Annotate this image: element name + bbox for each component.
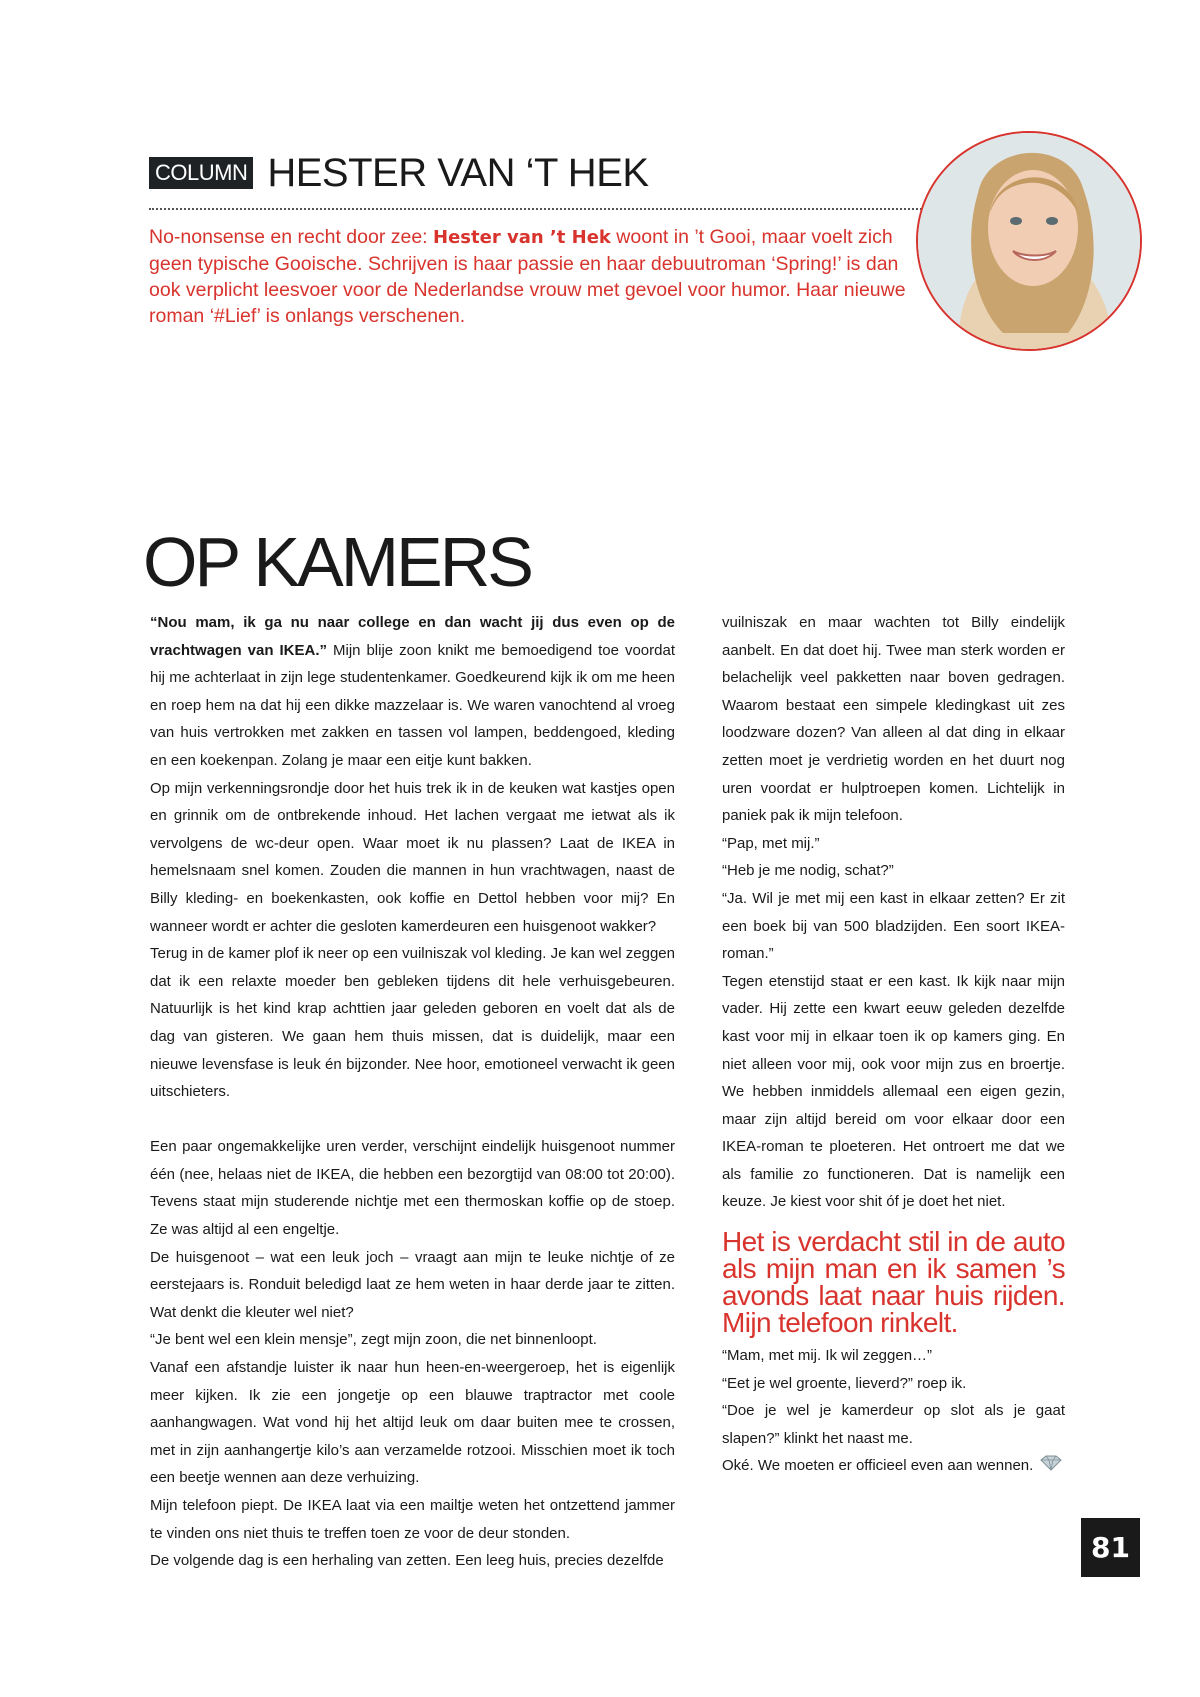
paragraph: De huisgenoot – wat een leuk joch – vraagt aan mijn te leuke nichtje of ze eerstejaars is. Ronduit beledigd laat ze hem weten in haar derde jaar te zitten. Wat denkt die kleuter wel niet? xyxy=(150,1248,675,1321)
author-portrait xyxy=(916,131,1142,351)
closing-line xyxy=(722,1452,1065,1480)
paragraph: Op mijn verkenningsrondje door het huis trek ik in de keuken wat kastjes open en grinnik om de ontbrekende inhoud. Het lachen vergaat me ietwat als ik vervolgens de wc-deur open. Waar moet ik nu plassen? Laat de IKEA in hemelsnaam snel komen. Zouden die mannen in hun vrachtwagen, naast de Billy kleding- en boekenkasten, ook koffie en Dettol hebben voor mij? En wanneer wordt er achter die gesloten kamerdeuren een huisgenoot wakker? xyxy=(150,779,675,935)
author-name: HESTER VAN ‘T HEK xyxy=(267,151,649,195)
article-column-2 xyxy=(722,609,1065,1480)
bio-author-name: Hester van ’t Hek xyxy=(433,227,611,248)
pull-quote: Het is verdacht stil in de auto als mijn man en ik samen ’s avonds laat naar huis rijden. Mijn telefoon rinkelt. xyxy=(722,1226,1065,1339)
paragraph xyxy=(150,609,675,775)
dialogue-line: “Eet je wel groente, lieverd?” roep ik. xyxy=(722,1374,967,1392)
article-title: OP KAMERS xyxy=(143,523,531,601)
article-column-1 xyxy=(150,609,675,1575)
author-bio xyxy=(149,224,909,329)
bio-text: woont in ’t Gooi, maar voelt zich geen typische Gooische. Schrijven is haar passie en haar debuutroman ‘Spring!’ is dan ook verplicht leesvoer voor de Nederlandse vrouw met gevoel voor humor. Haar nieuwe roman ‘#Lief’ is onlangs verschenen. xyxy=(149,226,906,327)
diamond-icon xyxy=(1039,1453,1063,1481)
paragraph: “Je bent wel een klein mensje”, zegt mijn zoon, die net binnenloopt. xyxy=(150,1331,597,1349)
dialogue-line: “Mam, met mij. Ik wil zeggen…” xyxy=(722,1347,933,1365)
header-row xyxy=(149,150,919,196)
portrait-illustration xyxy=(918,133,1140,349)
dialogue-line: “Doe je wel je kamerdeur op slot als je gaat slapen?” klinkt het naast me. xyxy=(722,1402,1065,1447)
paragraph: vuilniszak en maar wachten tot Billy eindelijk aanbelt. En dat doet hij. Twee man sterk worden er belachelijk veel pakketten naar boven gedragen. Waarom bestaat een simpele kledingkast uit zes loodzware dozen? Van alleen al dat ding in elkaar zetten moet je verdrietig worden en het duurt nog uren voordat er hulptroepen komen. Lichtelijk in paniek pak ik mijn telefoon. xyxy=(722,614,1065,825)
intro-text: Mijn blije zoon knikt me bemoedigend toe voordat hij me achterlaat in zijn lege studentenkamer. Goedkeurend kijk ik om me heen en roep hem na dat hij een dikke mazzelaar is. We waren vanochtend al vroeg van huis vertrokken met zakken en tassen vol lampen, beddengoed, kleding en een koekenpan. Zolang je maar een eitje kunt bakken. xyxy=(150,641,676,769)
paragraph: De volgende dag is een herhaling van zetten. Een leeg huis, precies dezelfde xyxy=(150,1552,664,1570)
page-number: 81 xyxy=(1081,1518,1140,1577)
bio-intro: No-nonsense en recht door zee: xyxy=(149,226,434,248)
paragraph-spacer xyxy=(150,1106,675,1134)
dialogue-line: “Heb je me nodig, schat?” xyxy=(722,862,894,880)
paragraph: Terug in de kamer plof ik neer op een vuilniszak vol kleding. Je kan wel zeggen dat ik een relaxte moeder ben gebleken tijdens dit hele verhuisgebeuren. Natuurlijk is het kind krap achttien jaar geleden geboren en voelt dat als de dag van gisteren. We gaan hem thuis missen, dat is duidelijk, maar een nieuwe levensfase is leuk én bijzonder. Nee hoor, emotioneel verwacht ik geen uitschieters. xyxy=(150,945,675,1101)
paragraph: Een paar ongemakkelijke uren verder, verschijnt eindelijk huisgenoot nummer één (nee, helaas niet de IKEA, die hebben een bezorgtijd van 08:00 tot 20:00). Tevens staat mijn studerende nichtje met een thermoskan koffie op de stoep. Ze was altijd al een engeltje. xyxy=(150,1138,675,1239)
intro-quote: “Nou mam, ik ga nu naar college en dan wacht jij dus even op de vrachtwagen van IKEA.” xyxy=(150,614,675,659)
paragraph: Tegen etenstijd staat er een kast. Ik kijk naar mijn vader. Hij zette een kwart eeuw geleden dezelfde kast voor mij in elkaar toen ik op kamers ging. En niet alleen voor mij, ook voor mijn zus en broertje. We hebben inmiddels allemaal een eigen gezin, maar zijn altijd bereid om voor elkaar door een IKEA-roman te ploeteren. Het ontroert me dat we als familie zo functioneren. Dat is namelijk een keuze. Je kiest voor shit óf je doet het niet. xyxy=(722,972,1065,1211)
dotted-divider xyxy=(149,208,929,210)
column-label: COLUMN xyxy=(149,157,253,189)
column-header xyxy=(149,150,919,329)
dialogue-line: “Ja. Wil je met mij een kast in elkaar zetten? Er zit een boek bij van 500 bladzijden. Een soort IKEA-roman.” xyxy=(722,889,1065,963)
dialogue-line: “Pap, met mij.” xyxy=(722,834,820,852)
closing-text: Oké. We moeten er officieel even aan wennen. xyxy=(722,1457,1034,1475)
paragraph: Vanaf een afstandje luister ik naar hun heen-en-weergeroep, het is eigenlijk meer kijken. Ik zie een jongetje op een blauwe traptractor met coole aanhangwagen. Wat vond hij het altijd leuk om daar buiten mee te crossen, met in zijn aanhangertje kilo’s aan verzamelde rotzooi. Misschien moet ik toch een beetje wennen aan deze verhuizing. xyxy=(150,1359,675,1487)
paragraph: Mijn telefoon piept. De IKEA laat via een mailtje weten het ontzettend jammer te vinden ons niet thuis te treffen toen ze voor de deur stonden. xyxy=(150,1497,675,1542)
